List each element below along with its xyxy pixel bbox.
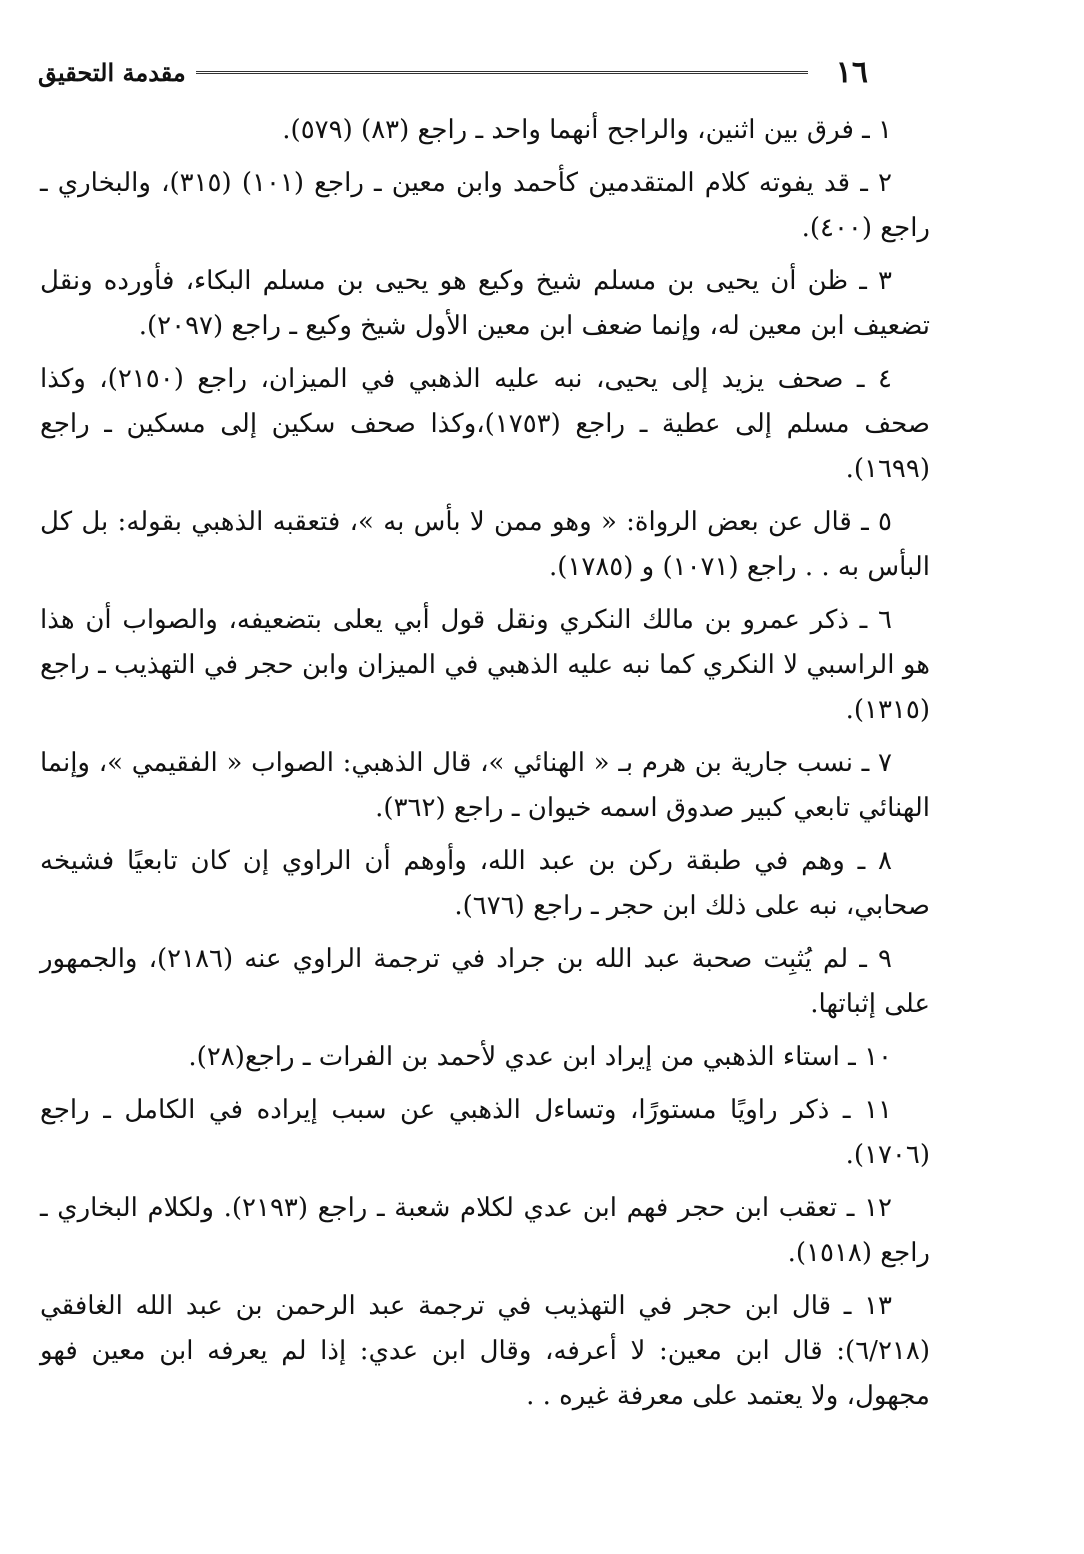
note-5: ٥ ـ قال عن بعض الرواة: « وهو ممن لا بأس به »، فتعقبه الذهبي بقوله: بل كل البأس به . . راجع (١٠٧١) و (١٧٨٥). <box>40 507 930 582</box>
note-10: ١٠ ـ استاء الذهبي من إيراد ابن عدي لأحمد بن الفرات ـ راجع(٢٨). <box>188 1042 892 1072</box>
note-7: ٧ ـ نسب جارية بن هرم بـ « الهنائي »، قال الذهبي: الصواب « الفقيمي »، وإنما الهنائي تابعي كبير صدوق اسمه خيوان ـ راجع (٣٦٢). <box>40 748 930 823</box>
note-2: ٢ ـ قد يفوته كلام المتقدمين كأحمد وابن معين ـ راجع (١٠١) (٣١٥)، والبخاري ـ راجع (٤٠٠). <box>40 168 930 243</box>
note-3: ٣ ـ ظن أن يحيى بن مسلم شيخ وكيع هو يحيى بن مسلم البكاء، فأورده ونقل تضعيف ابن معين له، وإنما ضعف ابن معين الأول شيخ وكيع ـ راجع (٢٠٩٧). <box>40 266 930 341</box>
note-11: ١١ ـ ذكر راويًا مستورًا، وتساءل الذهبي عن سبب إيراده في الكامل ـ راجع (١٧٠٦). <box>40 1095 930 1170</box>
note-6: ٦ ـ ذكر عمرو بن مالك النكري ونقل قول أبي يعلى بتضعيفه، والصواب أن هذا هو الراسبي لا النكري كما نبه عليه الذهبي في الميزان وابن حجر في التهذيب ـ راجع (١٣١٥). <box>40 605 930 725</box>
note-12: ١٢ ـ تعقب ابن حجر فهم ابن عدي لكلام شعبة ـ راجع (٢١٩٣). ولكلام البخاري ـ راجع (١٥١٨). <box>40 1193 930 1268</box>
header-rule <box>196 71 808 74</box>
page-number: ١٦ <box>835 54 868 90</box>
note-4: ٤ ـ صحف يزيد إلى يحيى، نبه عليه الذهبي في الميزان، راجع (٢١٥٠)، وكذا صحف مسلم إلى عطية ـ راجع (١٧٥٣)،وكذا صحف سكين إلى مسكين ـ راجع (١٦٩٩). <box>40 364 930 484</box>
notes-list <box>40 108 930 1427</box>
note-9: ٩ ـ لم يُثبِت صحبة عبد الله بن جراد في ترجمة الراوي عنه (٢١٨٦)، والجمهور على إثباتها. <box>40 944 930 1019</box>
note-13: ١٣ ـ قال ابن حجر في التهذيب في ترجمة عبد الرحمن بن عبد الله الغافقي (٦/٢١٨): قال ابن معين: لا أعرفه، وقال ابن عدي: إذا لم يعرفه ابن معين فهو مجهول، ولا يعتمد على معرفة غيره . . <box>40 1291 930 1411</box>
note-8: ٨ ـ وهم في طبقة ركن بن عبد الله، وأوهم أن الراوي إن كان تابعيًا فشيخه صحابي، نبه على ذلك ابن حجر ـ راجع (٦٧٦). <box>40 846 930 921</box>
note-1: ١ ـ فرق بين اثنين، والراجح أنهما واحد ـ راجع (٨٣) (٥٧٩). <box>282 115 892 145</box>
page-header <box>38 52 868 92</box>
section-title: مقدمة التحقيق <box>38 57 186 87</box>
